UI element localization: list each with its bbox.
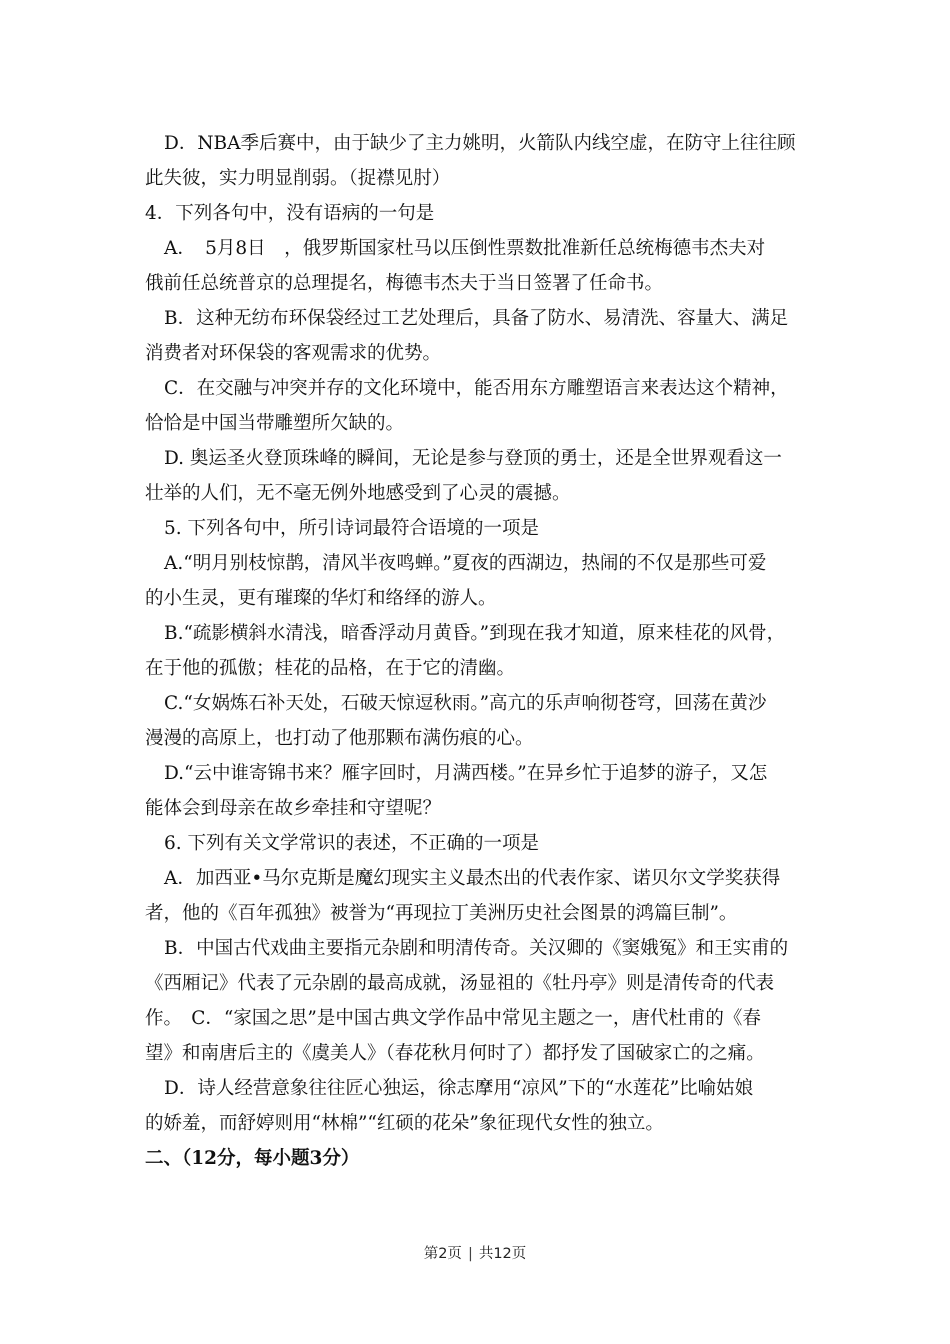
text-line: 在于他的孤傲；桂花的品格，在于它的清幽。 <box>145 658 516 679</box>
page-footer <box>0 1242 950 1263</box>
text-line: 消费者对环保袋的客观需求的优势。 <box>145 343 442 364</box>
text-line: 5. 下列各句中，所引诗词最符合语境的一项是 <box>164 518 540 539</box>
text-line: D.“云中谁寄锦书来？雁字回时，月满西楼。”在异乡忙于追梦的游子，又怎 <box>164 763 768 784</box>
text-line: D．诗人经营意象往往匠心独运，徐志摩用“凉风”下的“水莲花”比喻姑娘 <box>164 1078 754 1099</box>
text-line: 者，他的《百年孤独》被誉为“再现拉丁美洲历史社会图景的鸿篇巨制”。 <box>145 903 738 924</box>
text-line: B.“疏影横斜水清浅，暗香浮动月黄昏。”到现在我才知道，原来桂花的风骨， <box>164 623 786 644</box>
text-line: 的娇羞，而舒婷则用“林棉”“红硕的花朵”象征现代女性的独立。 <box>145 1113 664 1134</box>
text-line: B．中国古代戏曲主要指元杂剧和明清传奇。关汉卿的《窦娥冤》和王实甫的 <box>164 938 789 959</box>
text-line: C．在交融与冲突并存的文化环境中，能否用东方雕塑语言来表达这个精神， <box>164 378 789 399</box>
text-line: 的小生灵，更有璀璨的华灯和络绎的游人。 <box>145 588 497 609</box>
text-line: 壮举的人们，无不毫无例外地感受到了心灵的震撼。 <box>145 483 571 504</box>
text-line: B．这种无纺布环保袋经过工艺处理后，具备了防水、易清洗、容量大、满足 <box>164 308 789 329</box>
text-line: 《西厢记》代表了元杂剧的最高成就，汤显祖的《牡丹亭》则是清传奇的代表 <box>145 973 775 994</box>
text-line: D. 奥运圣火登顶珠峰的瞬间，无论是参与登顶的勇士，还是全世界观看这一 <box>164 448 782 469</box>
page-total: 共12页 <box>478 1246 527 1262</box>
text-line: 作。 C．“家国之思”是中国古典文学作品中常见主题之一，唐代杜甫的《春 <box>145 1008 761 1029</box>
text-line: 俄前任总统普京的总理提名，梅德韦杰夫于当日签署了任命书。 <box>145 273 664 294</box>
page-number: 第2页 <box>423 1246 462 1262</box>
text-line: 4．下列各句中，没有语病的一句是 <box>145 203 435 224</box>
text-line: D．NBA季后赛中，由于缺少了主力姚明，火箭队内线空虚，在防守上往往顾 <box>164 133 796 154</box>
text-line: 此失彼，实力明显削弱。（捉襟见肘） <box>145 168 451 189</box>
text-line: 望》和南唐后主的《虞美人》（春花秋月何时了）都抒发了国破家亡的之痛。 <box>145 1043 765 1064</box>
text-line: 漫漫的高原上，也打动了他那颗布满伤痕的心。 <box>145 728 534 749</box>
text-line: 6. 下列有关文学常识的表述，不正确的一项是 <box>164 833 540 854</box>
text-line: 恰恰是中国当带雕塑所欠缺的。 <box>145 413 405 434</box>
section-heading: 二、（12分，每小题3分） <box>145 1148 360 1169</box>
text-line: A． 5月8日 ，俄罗斯国家杜马以压倒性票数批准新任总统梅德韦杰夫对 <box>164 238 766 259</box>
text-line: 能体会到母亲在故乡牵挂和守望呢？ <box>145 798 442 819</box>
text-line: C.“女娲炼石补天处，石破天惊逗秋雨。”高亢的乐声响彻苍穹，回荡在黄沙 <box>164 693 767 714</box>
text-line: A．加西亚•马尔克斯是魔幻现实主义最杰出的代表作家、诺贝尔文学奖获得 <box>164 868 781 889</box>
page-body <box>145 126 815 1176</box>
footer-separator: | <box>467 1246 473 1262</box>
text-line: A.“明月别枝惊鹊，清风半夜鸣蝉。”夏夜的西湖边，热闹的不仅是那些可爱 <box>164 553 767 574</box>
